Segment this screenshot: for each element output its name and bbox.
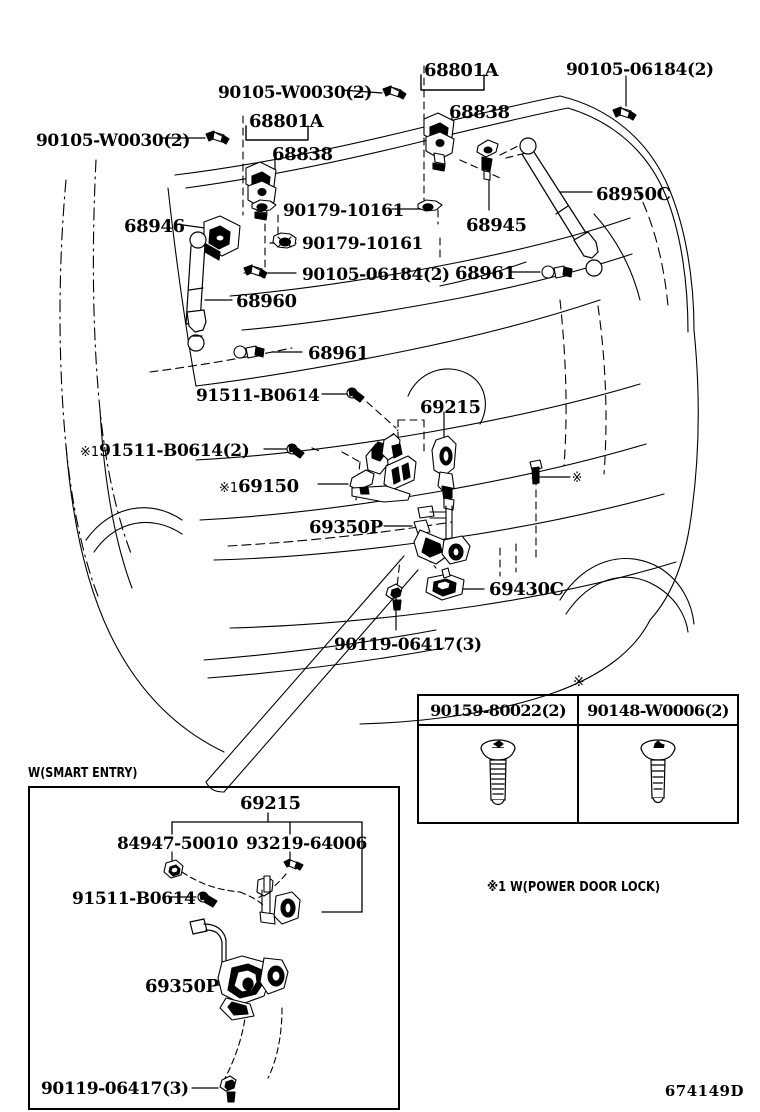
label-90179-10161-upper: 90179-10161 [283, 201, 404, 221]
inset-label-69350p: 69350P [145, 976, 219, 997]
inset-label-90119-06417: 90119-06417(3) [41, 1079, 189, 1099]
inset-label-91511-b0614: 91511-B0614 [72, 889, 196, 909]
inset-label-69215: 69215 [240, 793, 301, 814]
label-68960: 68960 [236, 291, 297, 312]
label-69430c: 69430C [489, 579, 564, 600]
label-68838-left: 68838 [272, 144, 333, 165]
label-68946: 68946 [124, 216, 185, 237]
label-68961-upper: 68961 [455, 263, 516, 284]
label-68801a-right: 68801A [424, 60, 499, 81]
label-68961-lower: 68961 [308, 343, 369, 364]
label-90179-10161-lower: 90179-10161 [302, 234, 423, 254]
inset-part-93219-64006 [284, 859, 303, 870]
inset-label-84947-50010: 84947-50010 [117, 834, 238, 854]
inset-part-69350p-actuator [218, 956, 288, 1020]
label-90119-06417: 90119-06417(3) [334, 635, 482, 655]
table-marker-asterisk: ※ [573, 674, 585, 690]
marker-asterisk-1a: ※1 [80, 445, 100, 460]
inset-part-harness [190, 919, 226, 962]
label-90105-06184-right: 90105-06184(2) [566, 60, 714, 80]
label-91511-b0614-2-text: 91511-B0614(2) [99, 441, 250, 461]
inset-label-93219-64006: 93219-64006 [246, 834, 367, 854]
inset-part-84947-50010 [164, 860, 183, 878]
label-68950c: 68950C [596, 184, 671, 205]
marker-asterisk-screw: ※ [572, 470, 583, 486]
label-68801a-left: 68801A [249, 111, 324, 132]
label-90105-w0030-left: 90105-W0030(2) [36, 131, 190, 151]
marker-asterisk-1b: ※1 [219, 481, 239, 496]
table-header-90159-80022: 90159-80022(2) [419, 696, 577, 726]
label-91511-b0614: 91511-B0614 [196, 386, 320, 406]
label-69350p: 69350P [309, 517, 383, 538]
label-90105-w0030-upper: 90105-W0030(2) [218, 83, 372, 103]
inset-part-69215-striker [257, 876, 300, 924]
inset-part-90119-06417 [220, 1076, 236, 1102]
label-69215: 69215 [420, 397, 481, 418]
table-header-90148-w0006: 90148-W0006(2) [579, 696, 737, 726]
inset-part-91511-b0614 [198, 892, 217, 907]
label-69150-text: 69150 [238, 476, 299, 497]
diagram-id: 674149D [664, 1082, 744, 1100]
label-90105-06184-left: 90105-06184(2) [302, 265, 450, 285]
label-68838-right: 68838 [449, 102, 510, 123]
smart-entry-caption: W(SMART ENTRY) [28, 766, 138, 781]
label-68945: 68945 [466, 215, 527, 236]
power-door-lock-footnote: ※1 W(POWER DOOR LOCK) [487, 880, 661, 895]
